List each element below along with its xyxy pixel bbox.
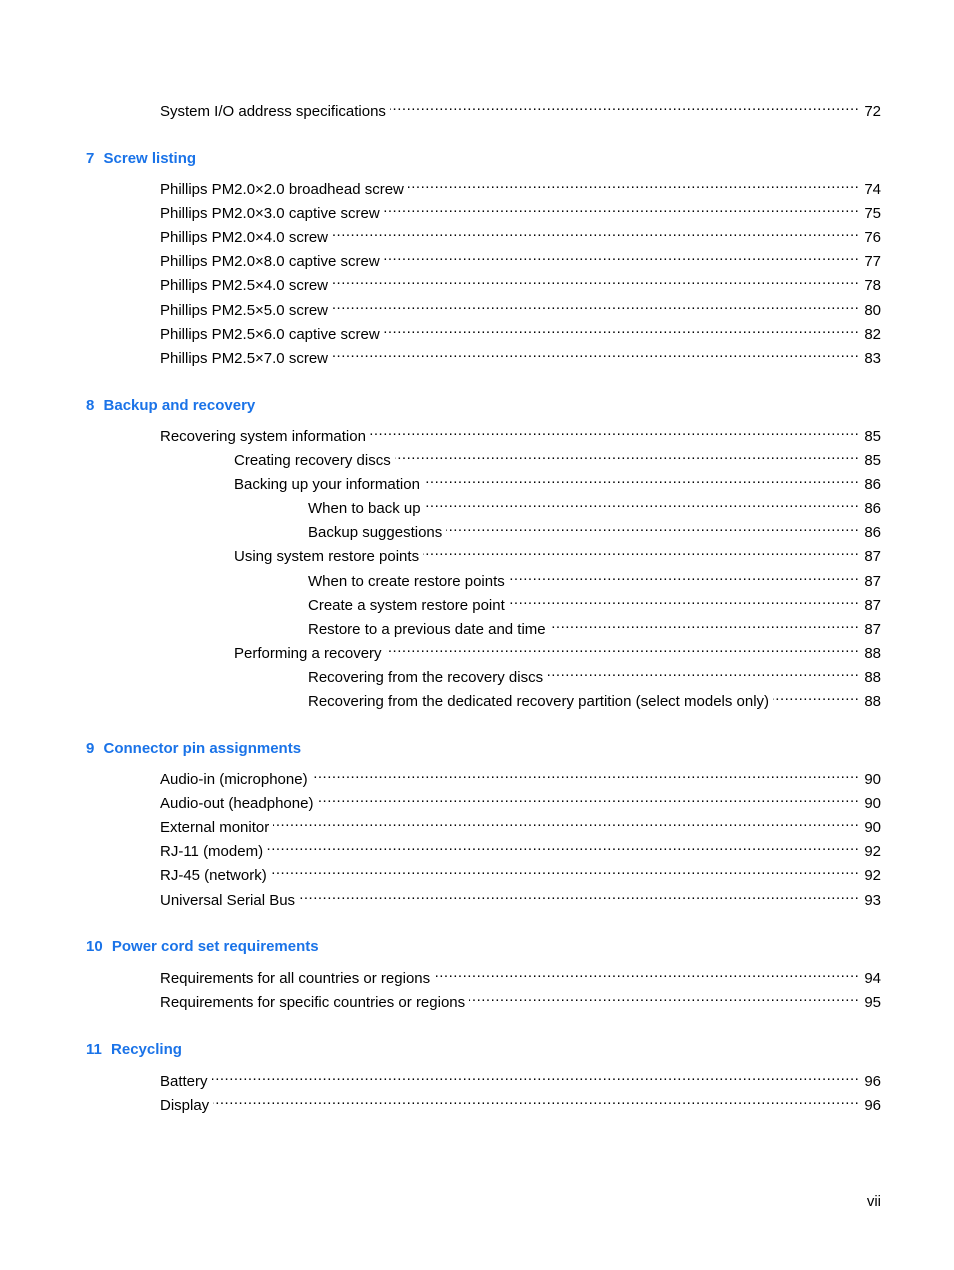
toc-leader-dots bbox=[299, 885, 859, 905]
toc-entry[interactable] bbox=[160, 96, 881, 120]
toc-leader-dots bbox=[332, 222, 859, 242]
chapter-heading-8[interactable] bbox=[86, 396, 255, 416]
toc-entry-text: Phillips PM2.0×8.0 captive screw bbox=[160, 253, 380, 270]
toc-leader-dots bbox=[317, 788, 859, 808]
toc-entry-text: Requirements for specific countries or regions bbox=[160, 994, 466, 1011]
toc-entry-text: Backup suggestions bbox=[308, 524, 443, 541]
toc-leader-dots bbox=[425, 493, 860, 513]
chapter-number: 7 bbox=[86, 150, 95, 167]
toc-leader-dots bbox=[509, 566, 860, 586]
toc-entry-page: 88 bbox=[864, 693, 881, 710]
toc-entry-page: 87 bbox=[864, 597, 881, 614]
toc-leader-dots bbox=[273, 812, 859, 832]
toc-entry-text: Phillips PM2.5×4.0 screw bbox=[160, 277, 328, 294]
toc-entry[interactable] bbox=[308, 566, 881, 590]
chapter-number: 11 bbox=[86, 1041, 102, 1058]
toc-entry[interactable] bbox=[160, 812, 881, 836]
toc-entry[interactable] bbox=[160, 246, 881, 270]
toc-entry[interactable] bbox=[308, 590, 881, 614]
toc-entry[interactable] bbox=[308, 493, 881, 517]
toc-entry[interactable] bbox=[160, 295, 881, 319]
toc-entry-page: 92 bbox=[864, 843, 881, 860]
toc-entry-text: Universal Serial Bus bbox=[160, 892, 296, 909]
toc-entry-text: Phillips PM2.5×6.0 captive screw bbox=[160, 326, 380, 343]
toc-entry-page: 85 bbox=[864, 452, 881, 469]
toc-entry-page: 93 bbox=[864, 892, 881, 909]
toc-entry-text: Phillips PM2.5×5.0 screw bbox=[160, 302, 328, 319]
toc-entry-text: Restore to a previous date and time bbox=[308, 621, 546, 638]
toc-entry[interactable] bbox=[160, 270, 881, 294]
toc-entry-text: When to create restore points bbox=[308, 573, 505, 590]
toc-leader-dots bbox=[424, 469, 859, 489]
chapter-heading-7[interactable] bbox=[86, 149, 196, 169]
toc-entry[interactable] bbox=[308, 614, 881, 638]
chapter-number: 10 bbox=[86, 938, 103, 955]
toc-leader-dots bbox=[384, 319, 860, 339]
toc-entry-page: 92 bbox=[864, 867, 881, 884]
chapter-title: Power cord set requirements bbox=[111, 938, 319, 955]
toc-leader-dots bbox=[509, 590, 860, 610]
toc-entry-page: 86 bbox=[864, 524, 881, 541]
toc-leader-dots bbox=[384, 198, 860, 218]
toc-entry-text: Phillips PM2.0×2.0 broadhead screw bbox=[160, 181, 404, 198]
toc-entry-text: Phillips PM2.0×4.0 screw bbox=[160, 229, 328, 246]
toc-entry-text: Phillips PM2.5×7.0 screw bbox=[160, 350, 328, 367]
toc-leader-dots bbox=[212, 1066, 860, 1086]
page-number: vii bbox=[866, 1193, 881, 1210]
toc-leader-dots bbox=[312, 764, 860, 784]
chapter-title: Recycling bbox=[111, 1041, 182, 1058]
toc-entry-page: 90 bbox=[864, 771, 881, 788]
toc-entry-text: Recovering system information bbox=[160, 428, 366, 445]
toc-entry-text: Recovering from the recovery discs bbox=[308, 669, 544, 686]
toc-entry[interactable] bbox=[160, 421, 881, 445]
toc-leader-dots bbox=[271, 860, 860, 880]
toc-entry-page: 78 bbox=[864, 277, 881, 294]
toc-entry-text: Backing up your information bbox=[234, 476, 420, 493]
toc-entry[interactable] bbox=[308, 517, 881, 541]
toc-entry-text: System I/O address specifications bbox=[160, 103, 386, 120]
toc-entry-page: 90 bbox=[864, 795, 881, 812]
toc-entry-text: Audio-out (headphone) bbox=[160, 795, 314, 812]
toc-entry-text: When to back up bbox=[308, 500, 421, 517]
toc-entry-page: 86 bbox=[864, 500, 881, 517]
toc-entry-text: Phillips PM2.0×3.0 captive screw bbox=[160, 205, 380, 222]
toc-entry-page: 76 bbox=[864, 229, 881, 246]
toc-entry[interactable] bbox=[160, 764, 881, 788]
toc-entry[interactable] bbox=[234, 638, 881, 662]
toc-entry-text: Performing a recovery bbox=[234, 645, 382, 662]
toc-leader-dots bbox=[434, 963, 859, 983]
chapter-title: Screw listing bbox=[103, 150, 197, 167]
toc-leader-dots bbox=[773, 686, 859, 706]
toc-entry-page: 75 bbox=[864, 205, 881, 222]
toc-entry[interactable] bbox=[160, 319, 881, 343]
toc-entry-text: RJ-45 (network) bbox=[160, 867, 267, 884]
toc-entry[interactable] bbox=[308, 662, 881, 686]
toc-leader-dots bbox=[384, 246, 860, 266]
toc-entry-page: 85 bbox=[864, 428, 881, 445]
toc-entry[interactable] bbox=[160, 1090, 881, 1114]
chapter-heading-11[interactable] bbox=[86, 1040, 182, 1060]
toc-entry-page: 82 bbox=[864, 326, 881, 343]
toc-entry-page: 87 bbox=[864, 548, 881, 565]
chapter-title: Backup and recovery bbox=[103, 397, 256, 414]
toc-entry[interactable] bbox=[160, 174, 881, 198]
toc-entry-page: 90 bbox=[864, 819, 881, 836]
toc-entry[interactable] bbox=[160, 788, 881, 812]
toc-entry-page: 88 bbox=[864, 669, 881, 686]
toc-entry[interactable] bbox=[160, 885, 881, 909]
toc-entry-page: 80 bbox=[864, 302, 881, 319]
toc-entry-text: External monitor bbox=[160, 819, 270, 836]
toc-entry-page: 86 bbox=[864, 476, 881, 493]
toc-entry-text: RJ-11 (modem) bbox=[160, 843, 264, 860]
toc-leader-dots bbox=[395, 445, 860, 465]
toc-entry-page: 72 bbox=[864, 103, 881, 120]
toc-entry[interactable] bbox=[160, 987, 881, 1011]
toc-entry[interactable] bbox=[160, 836, 881, 860]
toc-entry-page: 95 bbox=[864, 994, 881, 1011]
chapter-heading-9[interactable] bbox=[86, 739, 301, 759]
toc-leader-dots bbox=[408, 174, 859, 194]
toc-entry-page: 96 bbox=[864, 1073, 881, 1090]
toc-entry-text: Battery bbox=[160, 1073, 208, 1090]
toc-leader-dots bbox=[547, 662, 859, 682]
toc-entry-page: 94 bbox=[864, 970, 881, 987]
toc-entry[interactable] bbox=[160, 222, 881, 246]
toc-entry-text: Audio-in (microphone) bbox=[160, 771, 308, 788]
toc-leader-dots bbox=[332, 343, 859, 363]
toc-entry-page: 87 bbox=[864, 573, 881, 590]
toc-leader-dots bbox=[267, 836, 859, 856]
toc-entry[interactable] bbox=[160, 1066, 881, 1090]
toc-entry[interactable] bbox=[160, 198, 881, 222]
toc-entry-text: Display bbox=[160, 1097, 210, 1114]
toc-leader-dots bbox=[390, 96, 859, 116]
toc-leader-dots bbox=[370, 421, 859, 441]
toc-entry-text: Using system restore points bbox=[234, 548, 420, 565]
toc-entry[interactable] bbox=[308, 686, 881, 710]
toc-leader-dots bbox=[423, 541, 859, 561]
toc-entry-text: Creating recovery discs bbox=[234, 452, 391, 469]
toc-entry[interactable] bbox=[234, 445, 881, 469]
toc-entry-text: Requirements for all countries or regions bbox=[160, 970, 431, 987]
toc-entry[interactable] bbox=[160, 343, 881, 367]
toc-entry-page: 83 bbox=[864, 350, 881, 367]
toc-leader-dots bbox=[386, 638, 860, 658]
toc-entry[interactable] bbox=[234, 541, 881, 565]
chapter-title: Connector pin assignments bbox=[103, 740, 302, 757]
toc-entry[interactable] bbox=[234, 469, 881, 493]
toc-entry-text: Recovering from the dedicated recovery partition (select models only) bbox=[308, 693, 770, 710]
toc-entry[interactable] bbox=[160, 860, 881, 884]
toc-leader-dots bbox=[332, 270, 859, 290]
toc-leader-dots bbox=[550, 614, 860, 634]
toc-entry-text: Create a system restore point bbox=[308, 597, 505, 614]
toc-entry-page: 87 bbox=[864, 621, 881, 638]
toc-leader-dots bbox=[332, 295, 859, 315]
toc-leader-dots bbox=[469, 987, 859, 1007]
chapter-number: 8 bbox=[86, 397, 95, 414]
toc-entry-page: 74 bbox=[864, 181, 881, 198]
toc-entry-page: 88 bbox=[864, 645, 881, 662]
toc-entry[interactable] bbox=[160, 963, 881, 987]
chapter-number: 9 bbox=[86, 740, 95, 757]
chapter-heading-10[interactable] bbox=[86, 937, 319, 957]
toc-entry-page: 77 bbox=[864, 253, 881, 270]
toc-leader-dots bbox=[213, 1090, 859, 1110]
toc-leader-dots bbox=[446, 517, 859, 537]
toc-entry-page: 96 bbox=[864, 1097, 881, 1114]
